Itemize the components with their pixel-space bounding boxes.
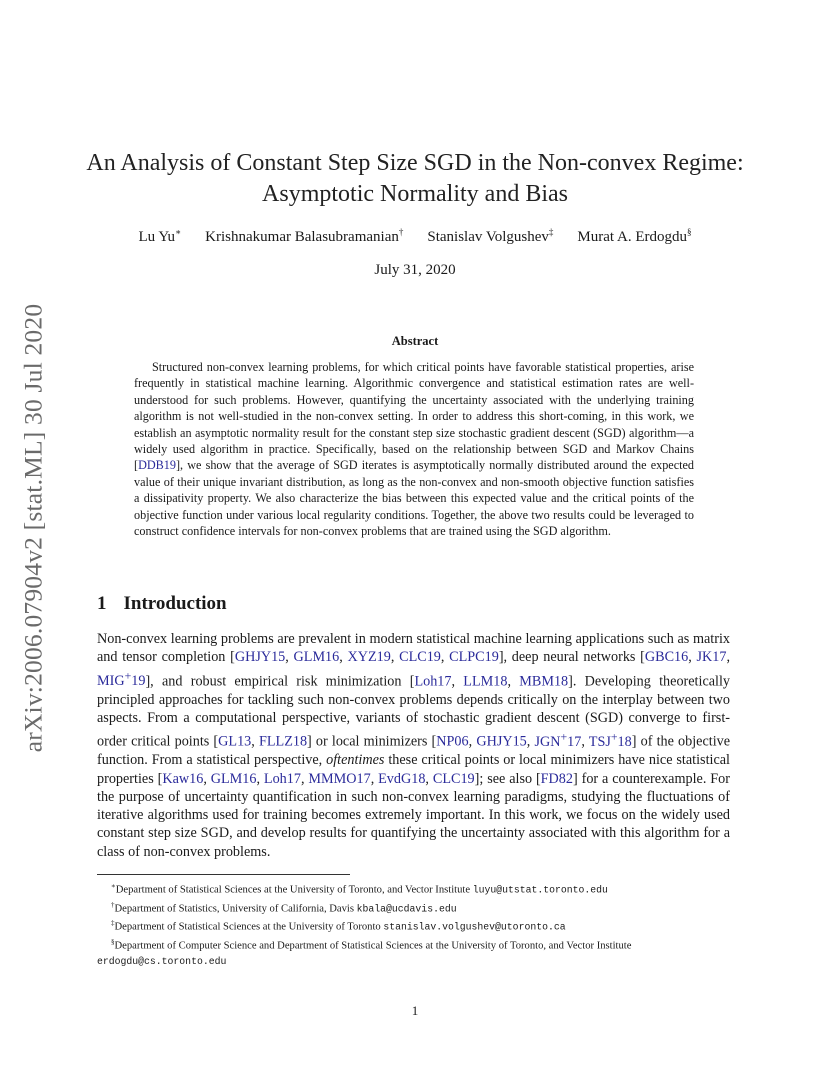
citation-link[interactable]: XYZ19 [347,649,391,666]
citation-link[interactable]: GBC16 [644,649,689,666]
citation-link[interactable]: GL13 [218,733,252,750]
citation-link[interactable]: GLM16 [293,649,340,666]
citation-link[interactable]: CLC19 [399,649,441,666]
title-line-2: Asymptotic Normality and Bias [262,181,568,207]
email-address[interactable]: kbala@ucdavis.edu [356,903,457,915]
citation-link[interactable]: TSJ+18 [588,729,632,750]
author: Krishnakumar Balasubramanian† [205,227,404,245]
publication-date: July 31, 2020 [374,262,456,278]
abstract-heading: Abstract [391,334,439,348]
page-number: 1 [411,1003,419,1018]
footnote: §Department of Computer Science and Department of Statistical Sciences at the University of Toronto, and Vector Institute erdogdu@cs.toronto.edu [97,938,632,967]
footnote: ∗Department of Statistical Sciences at the University of Toronto, and Vector Institute luyu@utstat.toronto.edu [111,882,608,896]
citation-link[interactable]: GHJY15 [234,649,286,666]
section-number: 1 [97,593,107,614]
abstract-text: Structured non-convex learning problems, for which critical points have favorable statistical properties, arise frequently in statistical machine learning. Algorithmic convergence and statistical estimation rates are well-understood for such problems. However, quantifying the uncertainty associated with the underlying training algorithm is not well-studied in the non-convex setting. In order to address this short-coming, in this work, we establish an asymptotic normality result for the constant step size stochastic gradient descent (SGD) algorithm—a widely used algorithm in practice. Specifically, based on the relationship between SGD and Markov Chains [DDB19], we show that the average of SGD iterates is asymptotically normally distributed around the expected value of their unique invariant distribution, as long as the non-convex and non-smooth objective function satisfies a dissipativity property. We also characterize the bias between this expected value and the critical points of the objective function under various local regularity conditions. Together, the above two results could be leveraged to construct confidence intervals for non-convex problems that are trained using the SGD algorithm. [134,360,694,539]
intro-paragraph: Non-convex learning problems are prevalent in modern statistical machine learning applications such as matrix and tensor completion [GHJY15, GLM16, XYZ19, CLC19, CLPC19], deep neural networks [GBC16, JK17, MIG+19], and robust empirical risk minimization [Loh17, LLM18, MBM18]. Developing theoretically principled approaches for tackling such non-convex problems depends critically on the interplay between two aspects. From a computational perspective, variants of stochastic gradient descent (SGD) converge to first-order critical points [GL13, FLLZ18] or local minimizers [NP06, GHJY15, JGN+17, TSJ+18] of the objective function. From a statistical perspective, oftentimes these critical points or local minimizers have nice statistical properties [Kaw16, GLM16, Loh17, MMMO17, EvdG18, CLC19]; see also [FD82] for a counterexample. For the purpose of uncertainty quantification in such non-convex learning paradigms, studying the fluctuations of iterative algorithms used for training becomes extremely important. In this work, we focus on the widely used constant step size SGD, and develop results for quantifying the uncertainty associated with this algorithm for a class of non-convex problems. [97,631,731,860]
citation-link[interactable]: JK17 [696,649,727,666]
citation-link[interactable]: CLPC19 [449,649,499,666]
footnote: ‡Department of Statistical Sciences at the University of Toronto stanislav.volgushev@utoronto.ca [111,919,566,933]
citation-link[interactable]: EvdG18 [378,770,426,787]
citation-link[interactable]: GHJY15 [476,733,527,750]
author: Lu Yu∗ [138,227,182,245]
author-list [60,227,770,246]
citation-link[interactable]: FD82 [540,770,573,787]
footnote-list [97,879,733,969]
citation-link[interactable]: Loh17 [263,770,301,787]
citation-link[interactable]: CLC19 [432,770,475,787]
citation-link[interactable]: GLM16 [210,770,257,787]
citation-link[interactable]: MIG+19 [97,668,146,690]
author: Murat A. Erdogdu§ [577,227,692,245]
citation-link[interactable]: JGN+17 [534,729,582,750]
arxiv-identifier: arXiv:2006.07904v2 [stat.ML] 30 Jul 2020 [18,303,47,753]
section-title: Introduction [123,593,227,614]
citation-link[interactable]: Kaw16 [162,770,204,787]
footnote-divider [97,874,350,875]
footnote: †Department of Statistics, University of California, Davis kbala@ucdavis.edu [111,900,457,915]
citation-link[interactable]: DDB19 [138,458,176,473]
section-heading [97,593,227,615]
paper-title [60,148,770,210]
emphasis: oftentimes [326,752,385,769]
email-address[interactable]: erdogdu@cs.toronto.edu [97,955,227,967]
arxiv-stamp [10,292,56,764]
citation-link[interactable]: MBM18 [519,673,569,690]
email-address[interactable]: luyu@utstat.toronto.edu [472,884,608,896]
citation-link[interactable]: NP06 [436,733,469,750]
title-line-1: An Analysis of Constant Step Size SGD in the Non-convex Regime: [86,150,744,176]
author: Stanislav Volgushev‡ [427,227,554,245]
citation-link[interactable]: LLM18 [463,673,508,690]
citation-link[interactable]: Loh17 [414,673,452,690]
email-address[interactable]: stanislav.volgushev@utoronto.ca [383,922,566,933]
citation-link[interactable]: FLLZ18 [258,733,308,750]
citation-link[interactable]: MMMO17 [308,770,371,787]
